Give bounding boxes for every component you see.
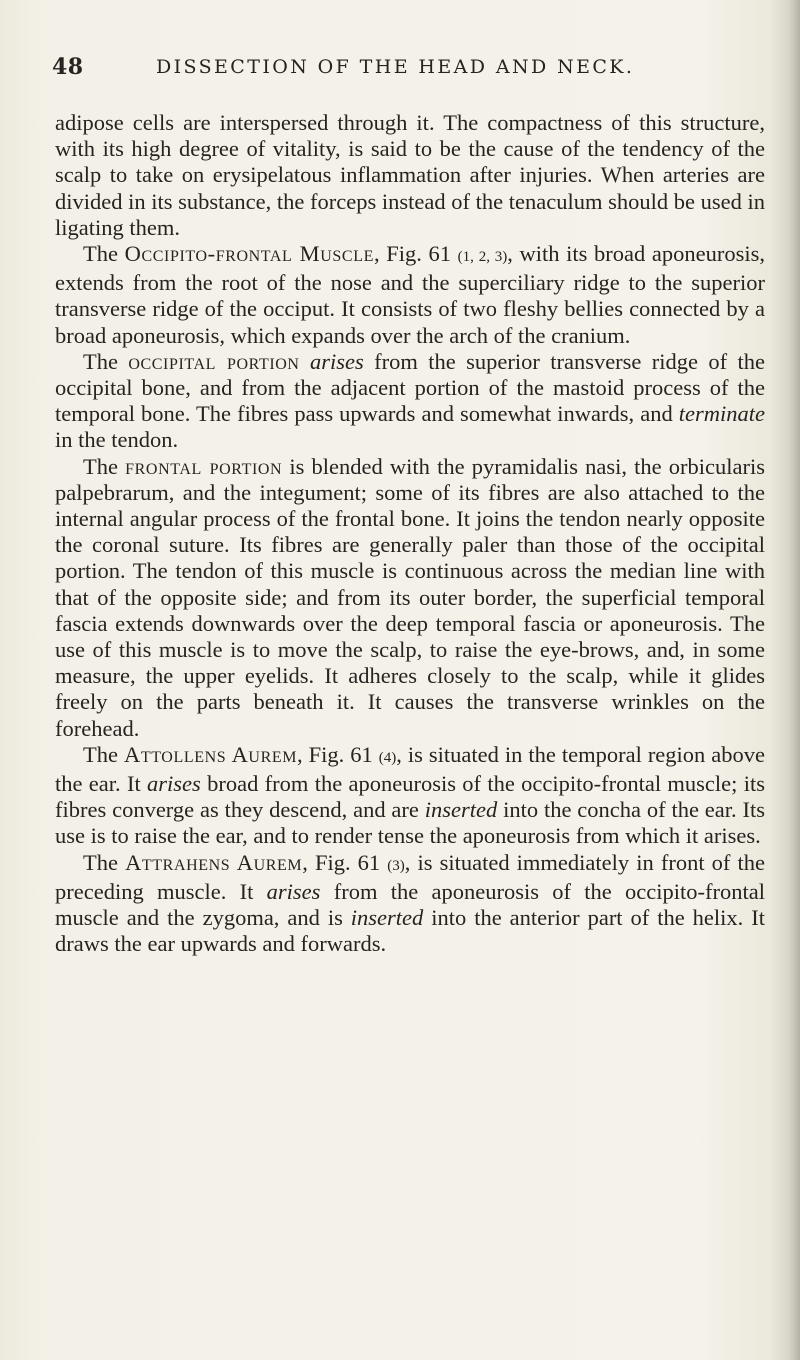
figure-reference: (1, 2, 3) <box>457 249 508 266</box>
portion-name: frontal portion <box>125 453 283 479</box>
page-number: 48 <box>52 54 84 80</box>
portion-name: occipital portion <box>128 348 300 374</box>
figure-reference: (3) <box>387 857 405 874</box>
page-edge-shadow <box>788 0 800 1360</box>
paragraph-occipital-portion: The occipital portion arises from the superior transverse ridge of the occipital bone, and from the adjacent portion of the mastoid process of the temporal bone. The fibres pass upwards and somewhat inwards, and terminate in the tendon. <box>55 348 766 453</box>
body-text <box>55 110 765 958</box>
paragraph-occipito-frontal: The Occipito-frontal Muscle, Fig. 61 (1, 2, 3), with its broad aponeurosis, extends from the root of the nose and the superciliary ridge to the superior transverse ridge of the occiput. It consists of two fleshy bellies connected by a broad aponeurosis, which expands over the arch of the cranium. <box>55 241 766 348</box>
muscle-name: Attollens Aurem <box>123 741 298 767</box>
muscle-name: Occipito-frontal Muscle <box>124 241 374 267</box>
paragraph-scalp-vitality: adipose cells are interspersed through it. The compactness of this structure, with its high degree of vitality, is said to be the cause of the tendency of the scalp to take on erysipelatous inflammation after injuries. When arteries are divided in its substance, the forceps instead of the tenaculum should be used in ligating them. <box>55 110 765 240</box>
paragraph-attollens-aurem: The Attollens Aurem, Fig. 61 (4), is situated in the temporal region above the ear. It arises broad from the aponeurosis of the occipito-frontal muscle; its fibres converge as they descend, and are inserted into the concha of the ear. Its use is to raise the ear, and to render tense the aponeurosis from which it arises. <box>55 741 766 849</box>
running-head: DISSECTION OF THE HEAD AND NECK. <box>156 56 635 78</box>
muscle-name: Attrahens Aurem <box>125 849 303 875</box>
page-header <box>52 54 752 84</box>
figure-reference: (4) <box>378 749 397 766</box>
paragraph-attrahens-aurem: The Attrahens Aurem, Fig. 61 (3), is situated immediately in front of the preceding muscle. It arises from the aponeurosis of the occipito-frontal muscle and the zygoma, and is inserted into the anterior part of the helix. It draws the ear upwards and forwards. <box>55 849 765 957</box>
paragraph-frontal-portion: The frontal portion is blended with the pyramidalis nasi, the orbicularis palpebrarum, and the integument; some of its fibres are also attached to the internal angular process of the frontal bone. It joins the tendon nearly opposite the coronal suture. Its fibres are generally paler than those of the occipital portion. The tendon of this muscle is continuous across the median line with that of the opposite side; and from its outer border, the superficial temporal fascia extends downwards over the deep temporal fascia or aponeurosis. The use of this muscle is to move the scalp, to raise the eye-brows, and, in some measure, the upper eyelids. It adheres closely to the scalp, while it glides freely on the parts beneath it. It causes the transverse wrinkles on the forehead. <box>55 453 766 741</box>
